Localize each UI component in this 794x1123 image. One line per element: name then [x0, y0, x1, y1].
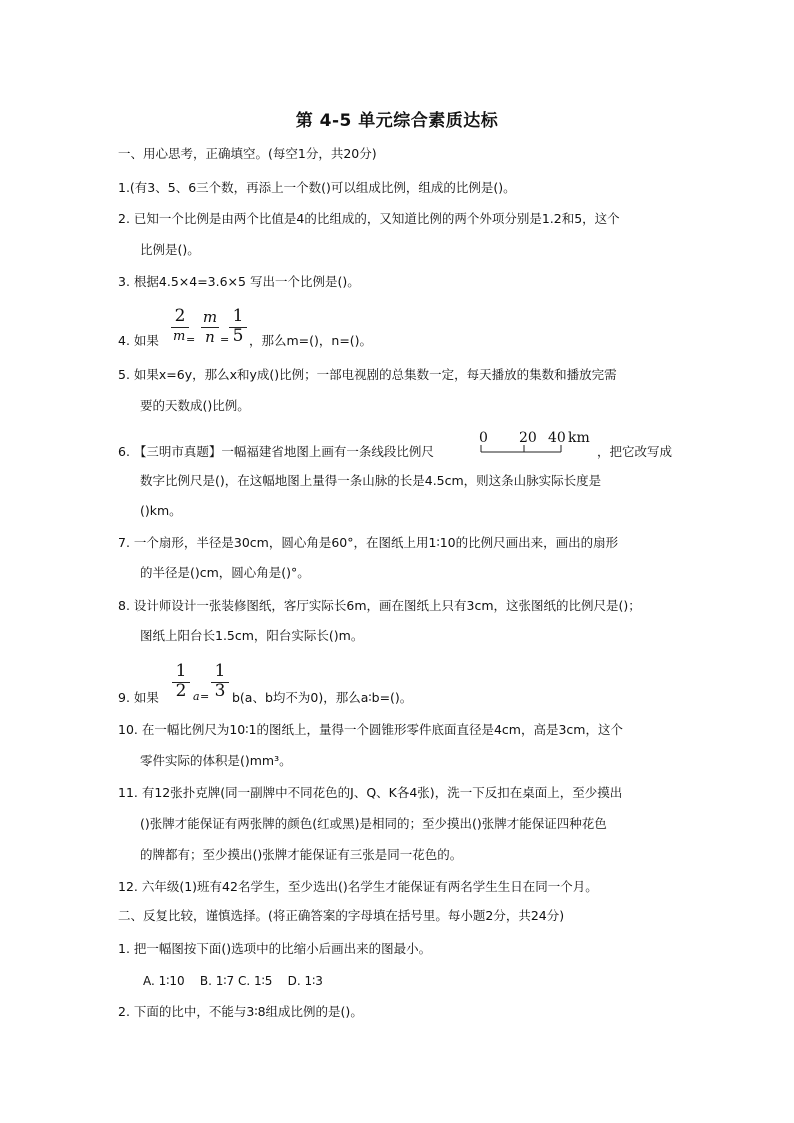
question-10-line-2: 零件实际的体积是()mm³。: [140, 753, 292, 768]
question-6-line-2: 数字比例尺是()，在这幅地图上量得一条山脉的长是4.5cm，则这条山脉实际长度是: [140, 473, 602, 488]
q4-fraction-1-numerator: 2: [174, 306, 186, 326]
choice-question-1-stem: 1. 把一幅图按下面()选项中的比缩小后画出来的图最小。: [118, 941, 432, 956]
question-8-line-1: 8. 设计师设计一张装修图纸，客厅实际长6m，画在图纸上只有3cm，这张图纸的比例尺是()；: [118, 598, 641, 613]
q9-fraction-1-denominator: 2: [175, 681, 187, 701]
choice-question-2-stem: 2. 下面的比中，不能与3∶8组成比例的是()。: [118, 1004, 363, 1019]
question-6-line-1-suffix: ，把它改写成: [597, 444, 673, 459]
question-6-line-1-prefix: 6. 【三明市真题】一幅福建省地图上画有一条线段比例尺: [118, 444, 434, 459]
page-title: 第 4-5 单元综合素质达标: [295, 111, 499, 131]
question-11-line-2: ()张牌才能保证有两张牌的颜色(红或黑)是相同的；至少摸出()张牌才能保证四种花色: [140, 816, 607, 831]
q9-fraction-1-numerator: 1: [175, 661, 187, 681]
line-segment-scale: [477, 430, 597, 456]
question-7-line-1: 7. 一个扇形，半径是30cm，圆心角是60°，在图纸上用1∶10的比例尺画出来，画出的扇形: [118, 535, 619, 550]
question-9-suffix: b(a、b均不为0)，那么a∶b=()。: [232, 690, 413, 705]
question-4-prefix: 4. 如果: [118, 333, 159, 348]
scale-label-40: 40: [548, 430, 566, 446]
q4-equals-1: =: [186, 333, 196, 346]
q4-fraction-2-numerator: m: [202, 308, 218, 326]
question-1: 1.(有3、5、6三个数，再添上一个数()可以组成比例，组成的比例是()。: [118, 180, 516, 195]
question-8-line-2: 图纸上阳台长1.5cm，阳台实际长()m。: [140, 628, 364, 643]
q4-fraction-1-bar: [171, 327, 189, 328]
q9-fraction-2-denominator: 3: [214, 681, 226, 701]
section-1-heading: 一、用心思考，正确填空。(每空1分，共20分): [118, 146, 377, 161]
q4-fraction-3-denominator: 5: [232, 326, 244, 346]
scale-bar-svg: [477, 430, 597, 456]
question-2-line-1: 2. 已知一个比例是由两个比值是4的比组成的，又知道比例的两个外项分别是1.2和5，这个: [118, 211, 620, 226]
question-10-line-1: 10. 在一幅比例尺为10∶1的图纸上，量得一个圆锥形零件底面直径是4cm，高是3cm，这个: [118, 722, 623, 737]
question-2-line-2: 比例是()。: [140, 242, 200, 257]
question-5-line-1: 5. 如果x=6y，那么x和y成()比例；一部电视剧的总集数一定，每天播放的集数和播放完需: [118, 367, 617, 382]
question-9-prefix: 9. 如果: [118, 690, 159, 705]
question-4-suffix: ，那么m=()，n=()。: [249, 333, 373, 348]
q9-var-a: a: [193, 690, 200, 703]
question-7-line-2: 的半径是()cm，圆心角是()°。: [140, 565, 310, 580]
section-2-heading: 二、反复比较，谨慎选择。(将正确答案的字母填在括号里。每小题2分，共24分): [118, 908, 565, 923]
question-5-line-2: 要的天数成()比例。: [140, 398, 250, 413]
q4-fraction-3-numerator: 1: [232, 306, 244, 326]
q4-var-m: m: [173, 329, 186, 344]
q9-equals: =: [200, 690, 210, 703]
question-6-line-3: ()km。: [140, 503, 182, 518]
question-11-line-1: 11. 有12张扑克牌(同一副牌中不同花色的J、Q、K各4张)，洗一下反扣在桌面上，至少摸出: [118, 785, 623, 800]
q9-fraction-2-numerator: 1: [214, 661, 226, 681]
scale-label-0: 0: [479, 430, 488, 446]
choice-question-1-options: A. 1∶10 B. 1∶7 C. 1∶5 D. 1∶3: [143, 974, 323, 988]
question-12: 12. 六年级(1)班有42名学生，至少选出()名学生才能保证有两名学生生日在同一个月。: [118, 879, 598, 894]
question-11-line-3: 的牌都有；至少摸出()张牌才能保证有三张是同一花色的。: [140, 847, 463, 862]
scale-unit: km: [568, 430, 590, 446]
q4-equals-2: =: [220, 333, 230, 346]
q4-fraction-2-denominator: n: [205, 328, 215, 346]
scale-label-20: 20: [519, 430, 537, 446]
question-3: 3. 根据4.5×4=3.6×5 写出一个比例是()。: [118, 274, 360, 289]
